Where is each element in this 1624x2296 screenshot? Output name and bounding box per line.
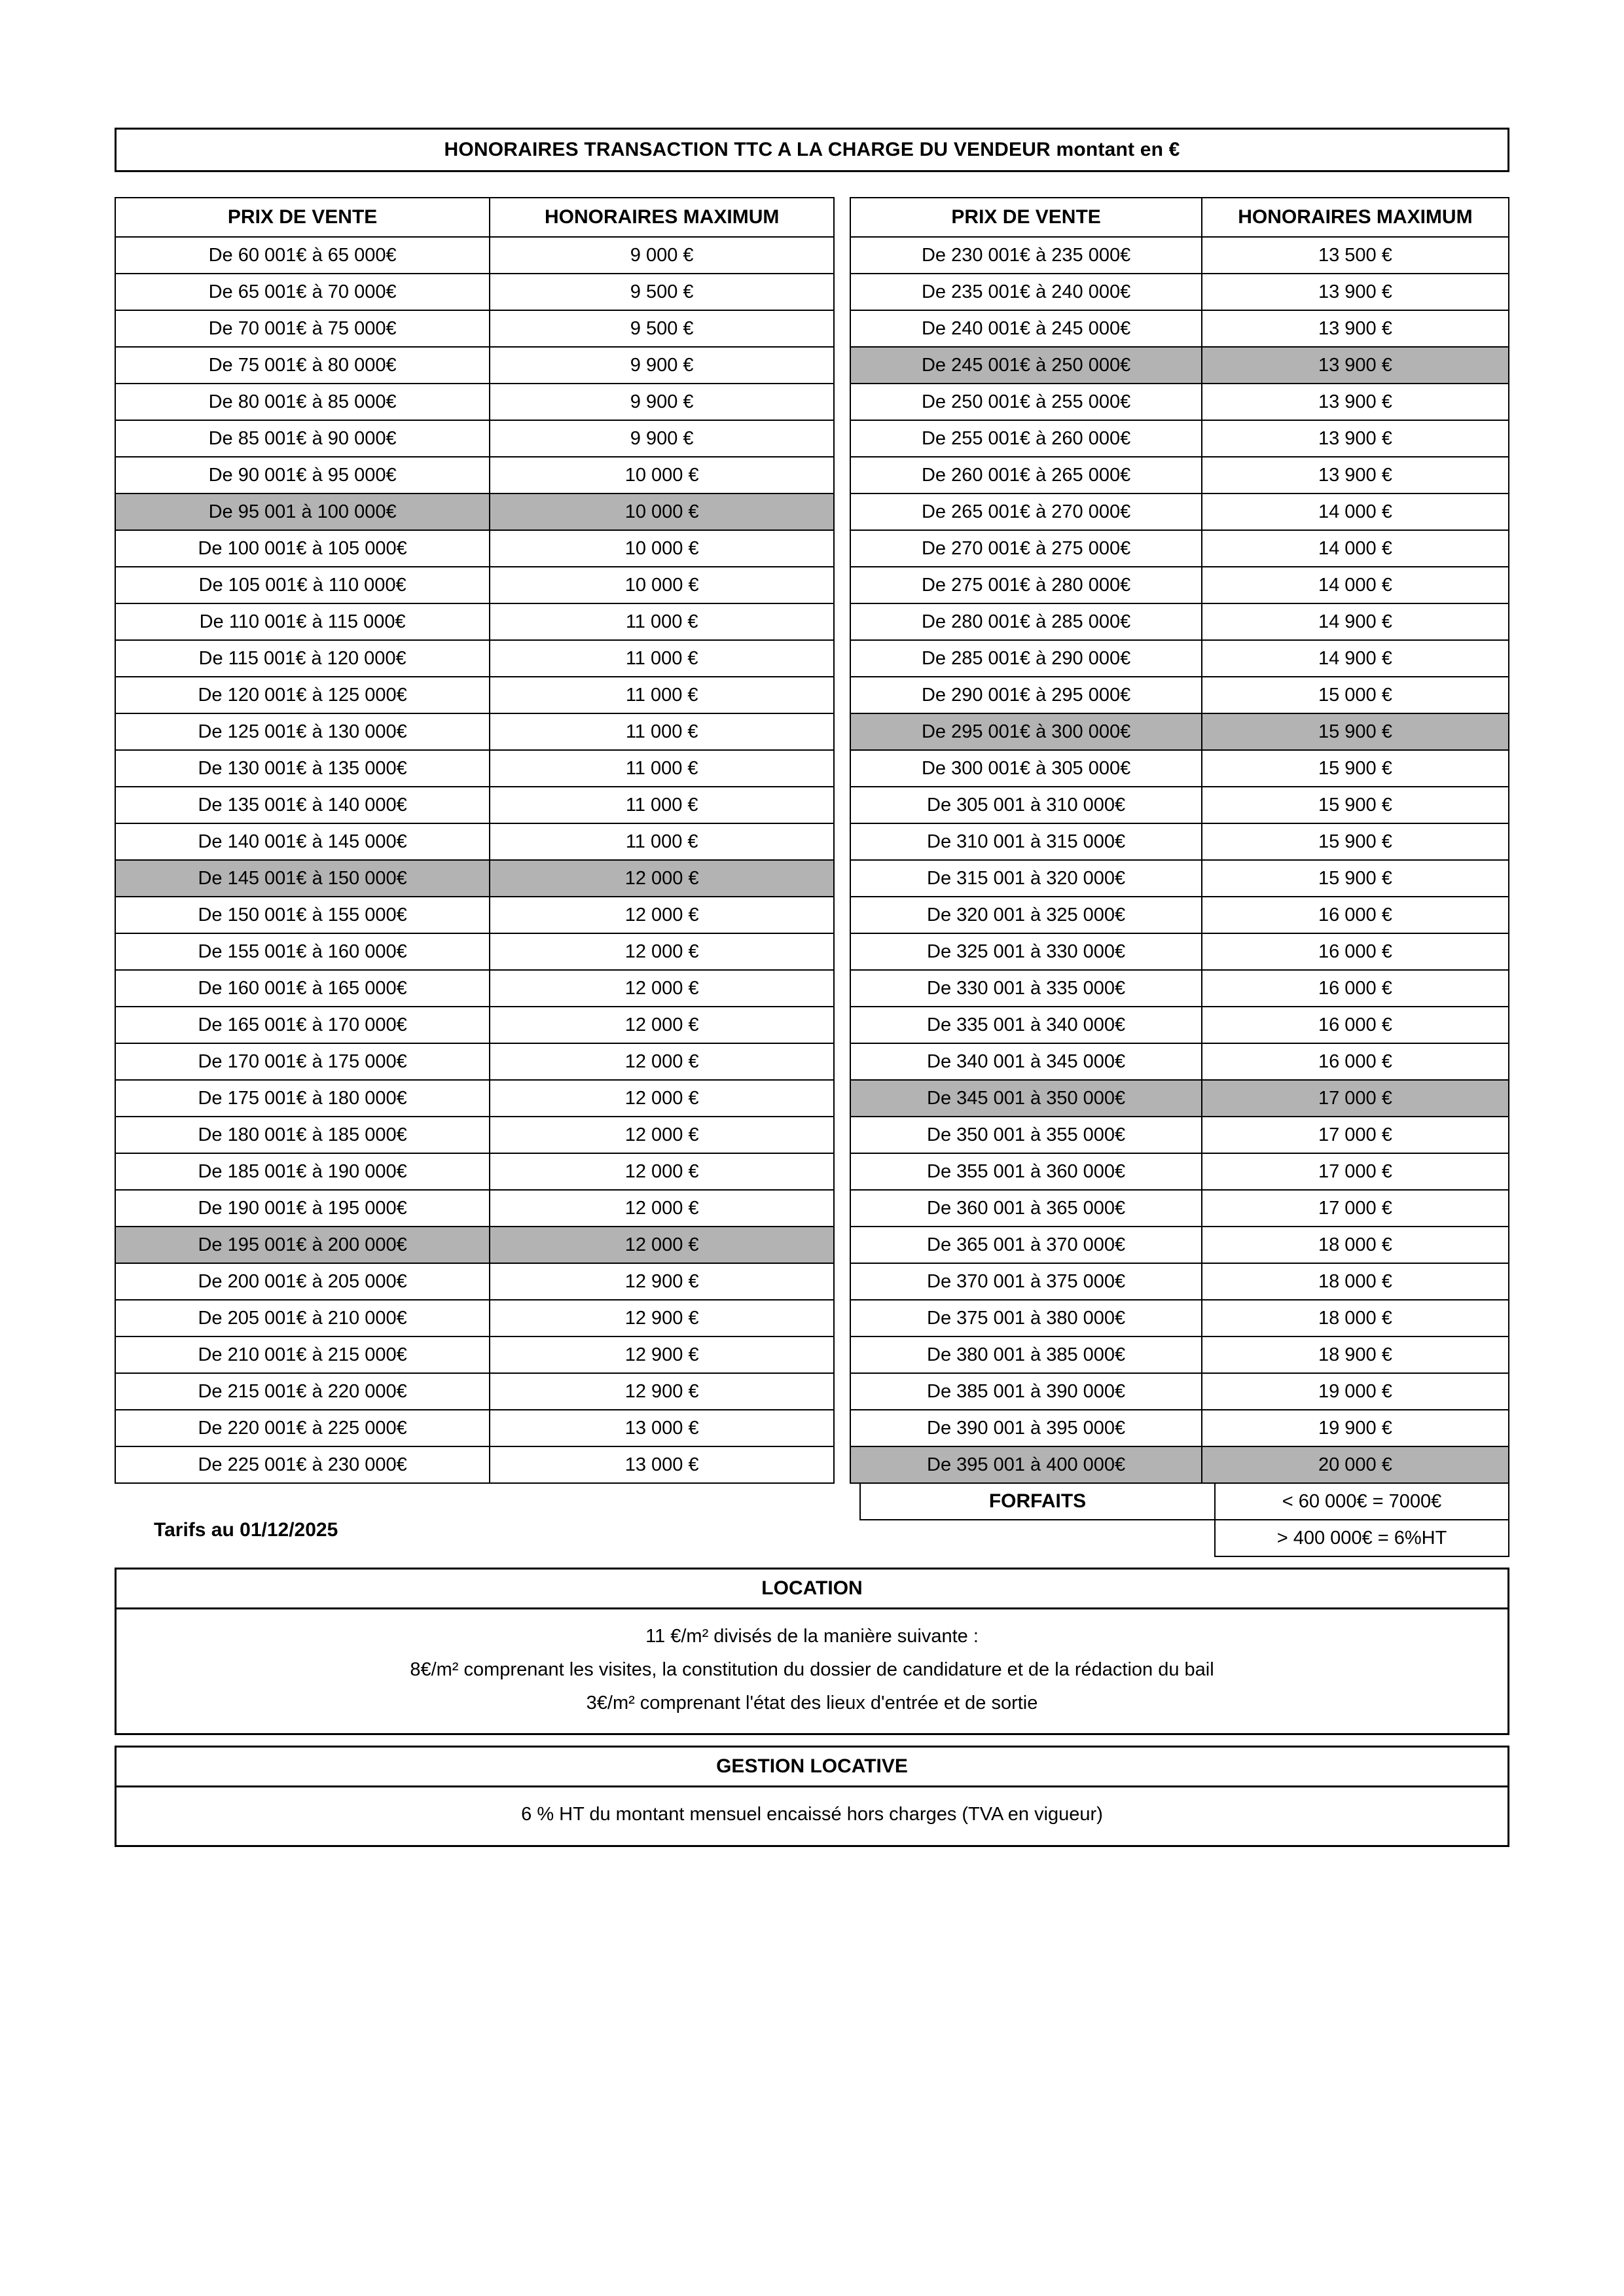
cell-fee-right: 14 000 € xyxy=(1202,567,1509,603)
cell-price-left: De 65 001€ à 70 000€ xyxy=(115,274,490,310)
cell-price-right: De 270 001€ à 275 000€ xyxy=(850,530,1201,567)
location-line-3: 3€/m² comprenant l'état des lieux d'entrée et de sortie xyxy=(586,1693,1038,1714)
cell-price-left: De 180 001€ à 185 000€ xyxy=(115,1117,490,1153)
cell-price-left: De 140 001€ à 145 000€ xyxy=(115,823,490,860)
cell-price-right: De 390 001 à 395 000€ xyxy=(850,1410,1201,1446)
column-gap xyxy=(834,347,850,384)
cell-fee-left: 11 000 € xyxy=(490,640,834,677)
cell-fee-right: 13 900 € xyxy=(1202,274,1509,310)
table-row xyxy=(115,1300,1509,1336)
forfaits-row-1 xyxy=(860,1483,1509,1520)
cell-price-right: De 310 001 à 315 000€ xyxy=(850,823,1201,860)
cell-price-right: De 335 001 à 340 000€ xyxy=(850,1007,1201,1043)
honoraires-table xyxy=(115,197,1509,1484)
cell-fee-left: 10 000 € xyxy=(490,493,834,530)
cell-fee-right: 16 000 € xyxy=(1202,933,1509,970)
cell-price-left: De 90 001€ à 95 000€ xyxy=(115,457,490,493)
cell-price-left: De 160 001€ à 165 000€ xyxy=(115,970,490,1007)
cell-price-right: De 350 001 à 355 000€ xyxy=(850,1117,1201,1153)
column-gap xyxy=(834,493,850,530)
table-row xyxy=(115,787,1509,823)
table-row xyxy=(115,1373,1509,1410)
cell-price-left: De 115 001€ à 120 000€ xyxy=(115,640,490,677)
column-gap xyxy=(834,933,850,970)
cell-price-left: De 95 001 à 100 000€ xyxy=(115,493,490,530)
table-row xyxy=(115,420,1509,457)
table-row xyxy=(115,530,1509,567)
cell-fee-left: 9 900 € xyxy=(490,347,834,384)
cell-price-left: De 125 001€ à 130 000€ xyxy=(115,713,490,750)
table-row xyxy=(115,1117,1509,1153)
cell-price-left: De 60 001€ à 65 000€ xyxy=(115,237,490,274)
cell-price-right: De 385 001 à 390 000€ xyxy=(850,1373,1201,1410)
cell-price-right: De 315 001 à 320 000€ xyxy=(850,860,1201,897)
table-row xyxy=(115,567,1509,603)
cell-fee-right: 15 900 € xyxy=(1202,787,1509,823)
column-gap xyxy=(834,1227,850,1263)
cell-price-right: De 395 001 à 400 000€ xyxy=(850,1446,1201,1483)
cell-price-right: De 365 001 à 370 000€ xyxy=(850,1227,1201,1263)
forfaits-row-2 xyxy=(860,1520,1509,1556)
cell-price-left: De 85 001€ à 90 000€ xyxy=(115,420,490,457)
column-gap xyxy=(834,1300,850,1336)
cell-price-left: De 165 001€ à 170 000€ xyxy=(115,1007,490,1043)
cell-fee-left: 12 000 € xyxy=(490,933,834,970)
table-row xyxy=(115,897,1509,933)
table-row xyxy=(115,493,1509,530)
column-gap xyxy=(834,860,850,897)
location-section xyxy=(115,1568,1509,1735)
cell-price-left: De 75 001€ à 80 000€ xyxy=(115,347,490,384)
column-gap xyxy=(834,1007,850,1043)
table-row xyxy=(115,677,1509,713)
cell-price-left: De 135 001€ à 140 000€ xyxy=(115,787,490,823)
cell-price-right: De 250 001€ à 255 000€ xyxy=(850,384,1201,420)
cell-fee-right: 17 000 € xyxy=(1202,1080,1509,1117)
table-row xyxy=(115,1007,1509,1043)
footer-row xyxy=(115,1482,1509,1557)
cell-fee-left: 12 000 € xyxy=(490,1043,834,1080)
cell-fee-right: 17 000 € xyxy=(1202,1153,1509,1190)
column-gap xyxy=(834,1373,850,1410)
column-gap xyxy=(834,1117,850,1153)
cell-fee-right: 13 500 € xyxy=(1202,237,1509,274)
cell-price-right: De 300 001€ à 305 000€ xyxy=(850,750,1201,787)
cell-price-left: De 145 001€ à 150 000€ xyxy=(115,860,490,897)
cell-fee-left: 12 000 € xyxy=(490,1153,834,1190)
table-row xyxy=(115,640,1509,677)
location-heading: LOCATION xyxy=(117,1570,1507,1609)
cell-fee-left: 10 000 € xyxy=(490,530,834,567)
column-gap xyxy=(834,567,850,603)
cell-price-left: De 220 001€ à 225 000€ xyxy=(115,1410,490,1446)
column-gap xyxy=(834,787,850,823)
cell-fee-left: 11 000 € xyxy=(490,787,834,823)
location-line-1: 11 €/m² divisés de la manière suivante : xyxy=(645,1626,979,1647)
cell-price-right: De 275 001€ à 280 000€ xyxy=(850,567,1201,603)
forfaits-spacer xyxy=(860,1520,1215,1556)
column-gap xyxy=(834,384,850,420)
cell-price-left: De 130 001€ à 135 000€ xyxy=(115,750,490,787)
cell-fee-left: 12 000 € xyxy=(490,970,834,1007)
column-gap xyxy=(834,530,850,567)
table-row xyxy=(115,457,1509,493)
document-title: HONORAIRES TRANSACTION TTC A LA CHARGE DU VENDEUR montant en € xyxy=(115,128,1509,172)
cell-fee-left: 12 000 € xyxy=(490,1190,834,1227)
cell-price-left: De 70 001€ à 75 000€ xyxy=(115,310,490,347)
cell-fee-right: 17 000 € xyxy=(1202,1117,1509,1153)
cell-price-right: De 255 001€ à 260 000€ xyxy=(850,420,1201,457)
column-gap xyxy=(834,603,850,640)
cell-price-left: De 170 001€ à 175 000€ xyxy=(115,1043,490,1080)
cell-fee-left: 11 000 € xyxy=(490,677,834,713)
table-row xyxy=(115,274,1509,310)
cell-fee-left: 9 900 € xyxy=(490,420,834,457)
header-price-left: PRIX DE VENTE xyxy=(115,198,490,237)
column-gap xyxy=(834,897,850,933)
cell-fee-left: 10 000 € xyxy=(490,457,834,493)
gestion-locative-section xyxy=(115,1746,1509,1846)
table-row xyxy=(115,860,1509,897)
cell-price-right: De 295 001€ à 300 000€ xyxy=(850,713,1201,750)
location-body xyxy=(117,1609,1507,1733)
cell-price-right: De 330 001 à 335 000€ xyxy=(850,970,1201,1007)
gestion-line-1: 6 % HT du montant mensuel encaissé hors charges (TVA en vigueur) xyxy=(521,1804,1103,1825)
cell-fee-right: 18 000 € xyxy=(1202,1263,1509,1300)
cell-price-right: De 320 001 à 325 000€ xyxy=(850,897,1201,933)
table-row xyxy=(115,1336,1509,1373)
cell-price-left: De 150 001€ à 155 000€ xyxy=(115,897,490,933)
column-gap xyxy=(834,1043,850,1080)
cell-fee-right: 16 000 € xyxy=(1202,897,1509,933)
cell-price-right: De 260 001€ à 265 000€ xyxy=(850,457,1201,493)
column-gap xyxy=(834,1446,850,1483)
cell-fee-right: 16 000 € xyxy=(1202,970,1509,1007)
cell-fee-right: 13 900 € xyxy=(1202,384,1509,420)
cell-fee-left: 11 000 € xyxy=(490,713,834,750)
location-line-2: 8€/m² comprenant les visites, la constitution du dossier de candidature et de la rédaction du bail xyxy=(410,1659,1214,1681)
gestion-heading: GESTION LOCATIVE xyxy=(117,1748,1507,1787)
cell-fee-left: 11 000 € xyxy=(490,750,834,787)
cell-price-left: De 215 001€ à 220 000€ xyxy=(115,1373,490,1410)
table-row xyxy=(115,384,1509,420)
cell-fee-left: 10 000 € xyxy=(490,567,834,603)
column-gap xyxy=(834,1336,850,1373)
table-row xyxy=(115,1410,1509,1446)
cell-price-left: De 190 001€ à 195 000€ xyxy=(115,1190,490,1227)
cell-fee-right: 15 900 € xyxy=(1202,860,1509,897)
cell-fee-right: 13 900 € xyxy=(1202,347,1509,384)
column-gap xyxy=(834,237,850,274)
column-gap xyxy=(834,640,850,677)
cell-fee-right: 14 000 € xyxy=(1202,530,1509,567)
cell-price-left: De 195 001€ à 200 000€ xyxy=(115,1227,490,1263)
cell-price-left: De 225 001€ à 230 000€ xyxy=(115,1446,490,1483)
cell-price-right: De 380 001 à 385 000€ xyxy=(850,1336,1201,1373)
cell-price-right: De 355 001 à 360 000€ xyxy=(850,1153,1201,1190)
cell-price-left: De 210 001€ à 215 000€ xyxy=(115,1336,490,1373)
cell-price-right: De 240 001€ à 245 000€ xyxy=(850,310,1201,347)
cell-price-left: De 205 001€ à 210 000€ xyxy=(115,1300,490,1336)
header-price-right: PRIX DE VENTE xyxy=(850,198,1201,237)
cell-fee-left: 13 000 € xyxy=(490,1410,834,1446)
cell-fee-right: 14 000 € xyxy=(1202,493,1509,530)
table-row xyxy=(115,1446,1509,1483)
table-row xyxy=(115,933,1509,970)
column-gap xyxy=(834,1410,850,1446)
cell-price-left: De 110 001€ à 115 000€ xyxy=(115,603,490,640)
cell-fee-right: 15 900 € xyxy=(1202,713,1509,750)
cell-fee-right: 15 900 € xyxy=(1202,823,1509,860)
cell-price-right: De 370 001 à 375 000€ xyxy=(850,1263,1201,1300)
cell-price-left: De 100 001€ à 105 000€ xyxy=(115,530,490,567)
table-row xyxy=(115,713,1509,750)
table-header-row xyxy=(115,198,1509,237)
cell-fee-left: 13 000 € xyxy=(490,1446,834,1483)
table-row xyxy=(115,823,1509,860)
header-fee-right: HONORAIRES MAXIMUM xyxy=(1202,198,1509,237)
forfaits-label: FORFAITS xyxy=(860,1483,1215,1520)
column-gap xyxy=(834,713,850,750)
cell-fee-left: 12 900 € xyxy=(490,1300,834,1336)
cell-fee-right: 14 900 € xyxy=(1202,640,1509,677)
cell-fee-right: 18 000 € xyxy=(1202,1300,1509,1336)
cell-fee-right: 16 000 € xyxy=(1202,1007,1509,1043)
forfaits-table xyxy=(859,1482,1509,1557)
table-row xyxy=(115,1227,1509,1263)
cell-fee-left: 9 000 € xyxy=(490,237,834,274)
cell-fee-left: 9 500 € xyxy=(490,274,834,310)
cell-price-right: De 340 001 à 345 000€ xyxy=(850,1043,1201,1080)
cell-fee-left: 9 500 € xyxy=(490,310,834,347)
cell-price-right: De 345 001 à 350 000€ xyxy=(850,1080,1201,1117)
cell-price-right: De 280 001€ à 285 000€ xyxy=(850,603,1201,640)
cell-fee-right: 20 000 € xyxy=(1202,1446,1509,1483)
cell-fee-right: 19 900 € xyxy=(1202,1410,1509,1446)
cell-fee-right: 13 900 € xyxy=(1202,420,1509,457)
column-gap xyxy=(834,198,850,237)
cell-price-left: De 105 001€ à 110 000€ xyxy=(115,567,490,603)
column-gap xyxy=(834,970,850,1007)
table-row xyxy=(115,347,1509,384)
cell-fee-right: 18 900 € xyxy=(1202,1336,1509,1373)
cell-price-right: De 325 001 à 330 000€ xyxy=(850,933,1201,970)
cell-fee-right: 13 900 € xyxy=(1202,310,1509,347)
cell-fee-left: 12 000 € xyxy=(490,897,834,933)
forfaits-block xyxy=(859,1482,1509,1557)
cell-price-right: De 290 001€ à 295 000€ xyxy=(850,677,1201,713)
cell-price-left: De 185 001€ à 190 000€ xyxy=(115,1153,490,1190)
table-row xyxy=(115,1153,1509,1190)
column-gap xyxy=(834,457,850,493)
cell-price-right: De 375 001 à 380 000€ xyxy=(850,1300,1201,1336)
forfaits-value-over: > 400 000€ = 6%HT xyxy=(1215,1520,1509,1556)
table-row xyxy=(115,1263,1509,1300)
table-row xyxy=(115,1043,1509,1080)
cell-fee-right: 15 900 € xyxy=(1202,750,1509,787)
cell-fee-right: 19 000 € xyxy=(1202,1373,1509,1410)
table-row xyxy=(115,1190,1509,1227)
cell-fee-left: 12 000 € xyxy=(490,1227,834,1263)
cell-price-right: De 265 001€ à 270 000€ xyxy=(850,493,1201,530)
cell-fee-left: 12 000 € xyxy=(490,1117,834,1153)
column-gap xyxy=(834,823,850,860)
cell-fee-left: 12 900 € xyxy=(490,1263,834,1300)
cell-fee-left: 12 000 € xyxy=(490,1080,834,1117)
header-fee-left: HONORAIRES MAXIMUM xyxy=(490,198,834,237)
cell-fee-right: 17 000 € xyxy=(1202,1190,1509,1227)
cell-fee-left: 12 900 € xyxy=(490,1373,834,1410)
column-gap xyxy=(834,750,850,787)
column-gap xyxy=(834,1153,850,1190)
cell-fee-right: 18 000 € xyxy=(1202,1227,1509,1263)
column-gap xyxy=(834,274,850,310)
cell-price-left: De 175 001€ à 180 000€ xyxy=(115,1080,490,1117)
column-gap xyxy=(834,1263,850,1300)
cell-fee-right: 15 000 € xyxy=(1202,677,1509,713)
cell-fee-left: 12 000 € xyxy=(490,860,834,897)
cell-fee-left: 12 900 € xyxy=(490,1336,834,1373)
column-gap xyxy=(834,1080,850,1117)
table-row xyxy=(115,1080,1509,1117)
cell-price-left: De 200 001€ à 205 000€ xyxy=(115,1263,490,1300)
cell-fee-left: 11 000 € xyxy=(490,603,834,640)
gestion-body xyxy=(117,1787,1507,1844)
cell-price-right: De 360 001 à 365 000€ xyxy=(850,1190,1201,1227)
cell-fee-left: 9 900 € xyxy=(490,384,834,420)
cell-fee-right: 14 900 € xyxy=(1202,603,1509,640)
cell-price-right: De 245 001€ à 250 000€ xyxy=(850,347,1201,384)
table-row xyxy=(115,603,1509,640)
cell-price-left: De 80 001€ à 85 000€ xyxy=(115,384,490,420)
cell-price-left: De 155 001€ à 160 000€ xyxy=(115,933,490,970)
table-row xyxy=(115,310,1509,347)
column-gap xyxy=(834,420,850,457)
cell-price-right: De 285 001€ à 290 000€ xyxy=(850,640,1201,677)
table-row xyxy=(115,750,1509,787)
column-gap xyxy=(834,310,850,347)
table-row xyxy=(115,970,1509,1007)
cell-fee-right: 16 000 € xyxy=(1202,1043,1509,1080)
cell-price-right: De 235 001€ à 240 000€ xyxy=(850,274,1201,310)
column-gap xyxy=(834,677,850,713)
table-row xyxy=(115,237,1509,274)
forfaits-value-under: < 60 000€ = 7000€ xyxy=(1215,1483,1509,1520)
cell-price-right: De 230 001€ à 235 000€ xyxy=(850,237,1201,274)
cell-price-right: De 305 001 à 310 000€ xyxy=(850,787,1201,823)
cell-fee-left: 12 000 € xyxy=(490,1007,834,1043)
column-gap xyxy=(834,1190,850,1227)
tarifs-note: Tarifs au 01/12/2025 xyxy=(154,1519,338,1541)
cell-price-left: De 120 001€ à 125 000€ xyxy=(115,677,490,713)
cell-fee-left: 11 000 € xyxy=(490,823,834,860)
cell-fee-right: 13 900 € xyxy=(1202,457,1509,493)
